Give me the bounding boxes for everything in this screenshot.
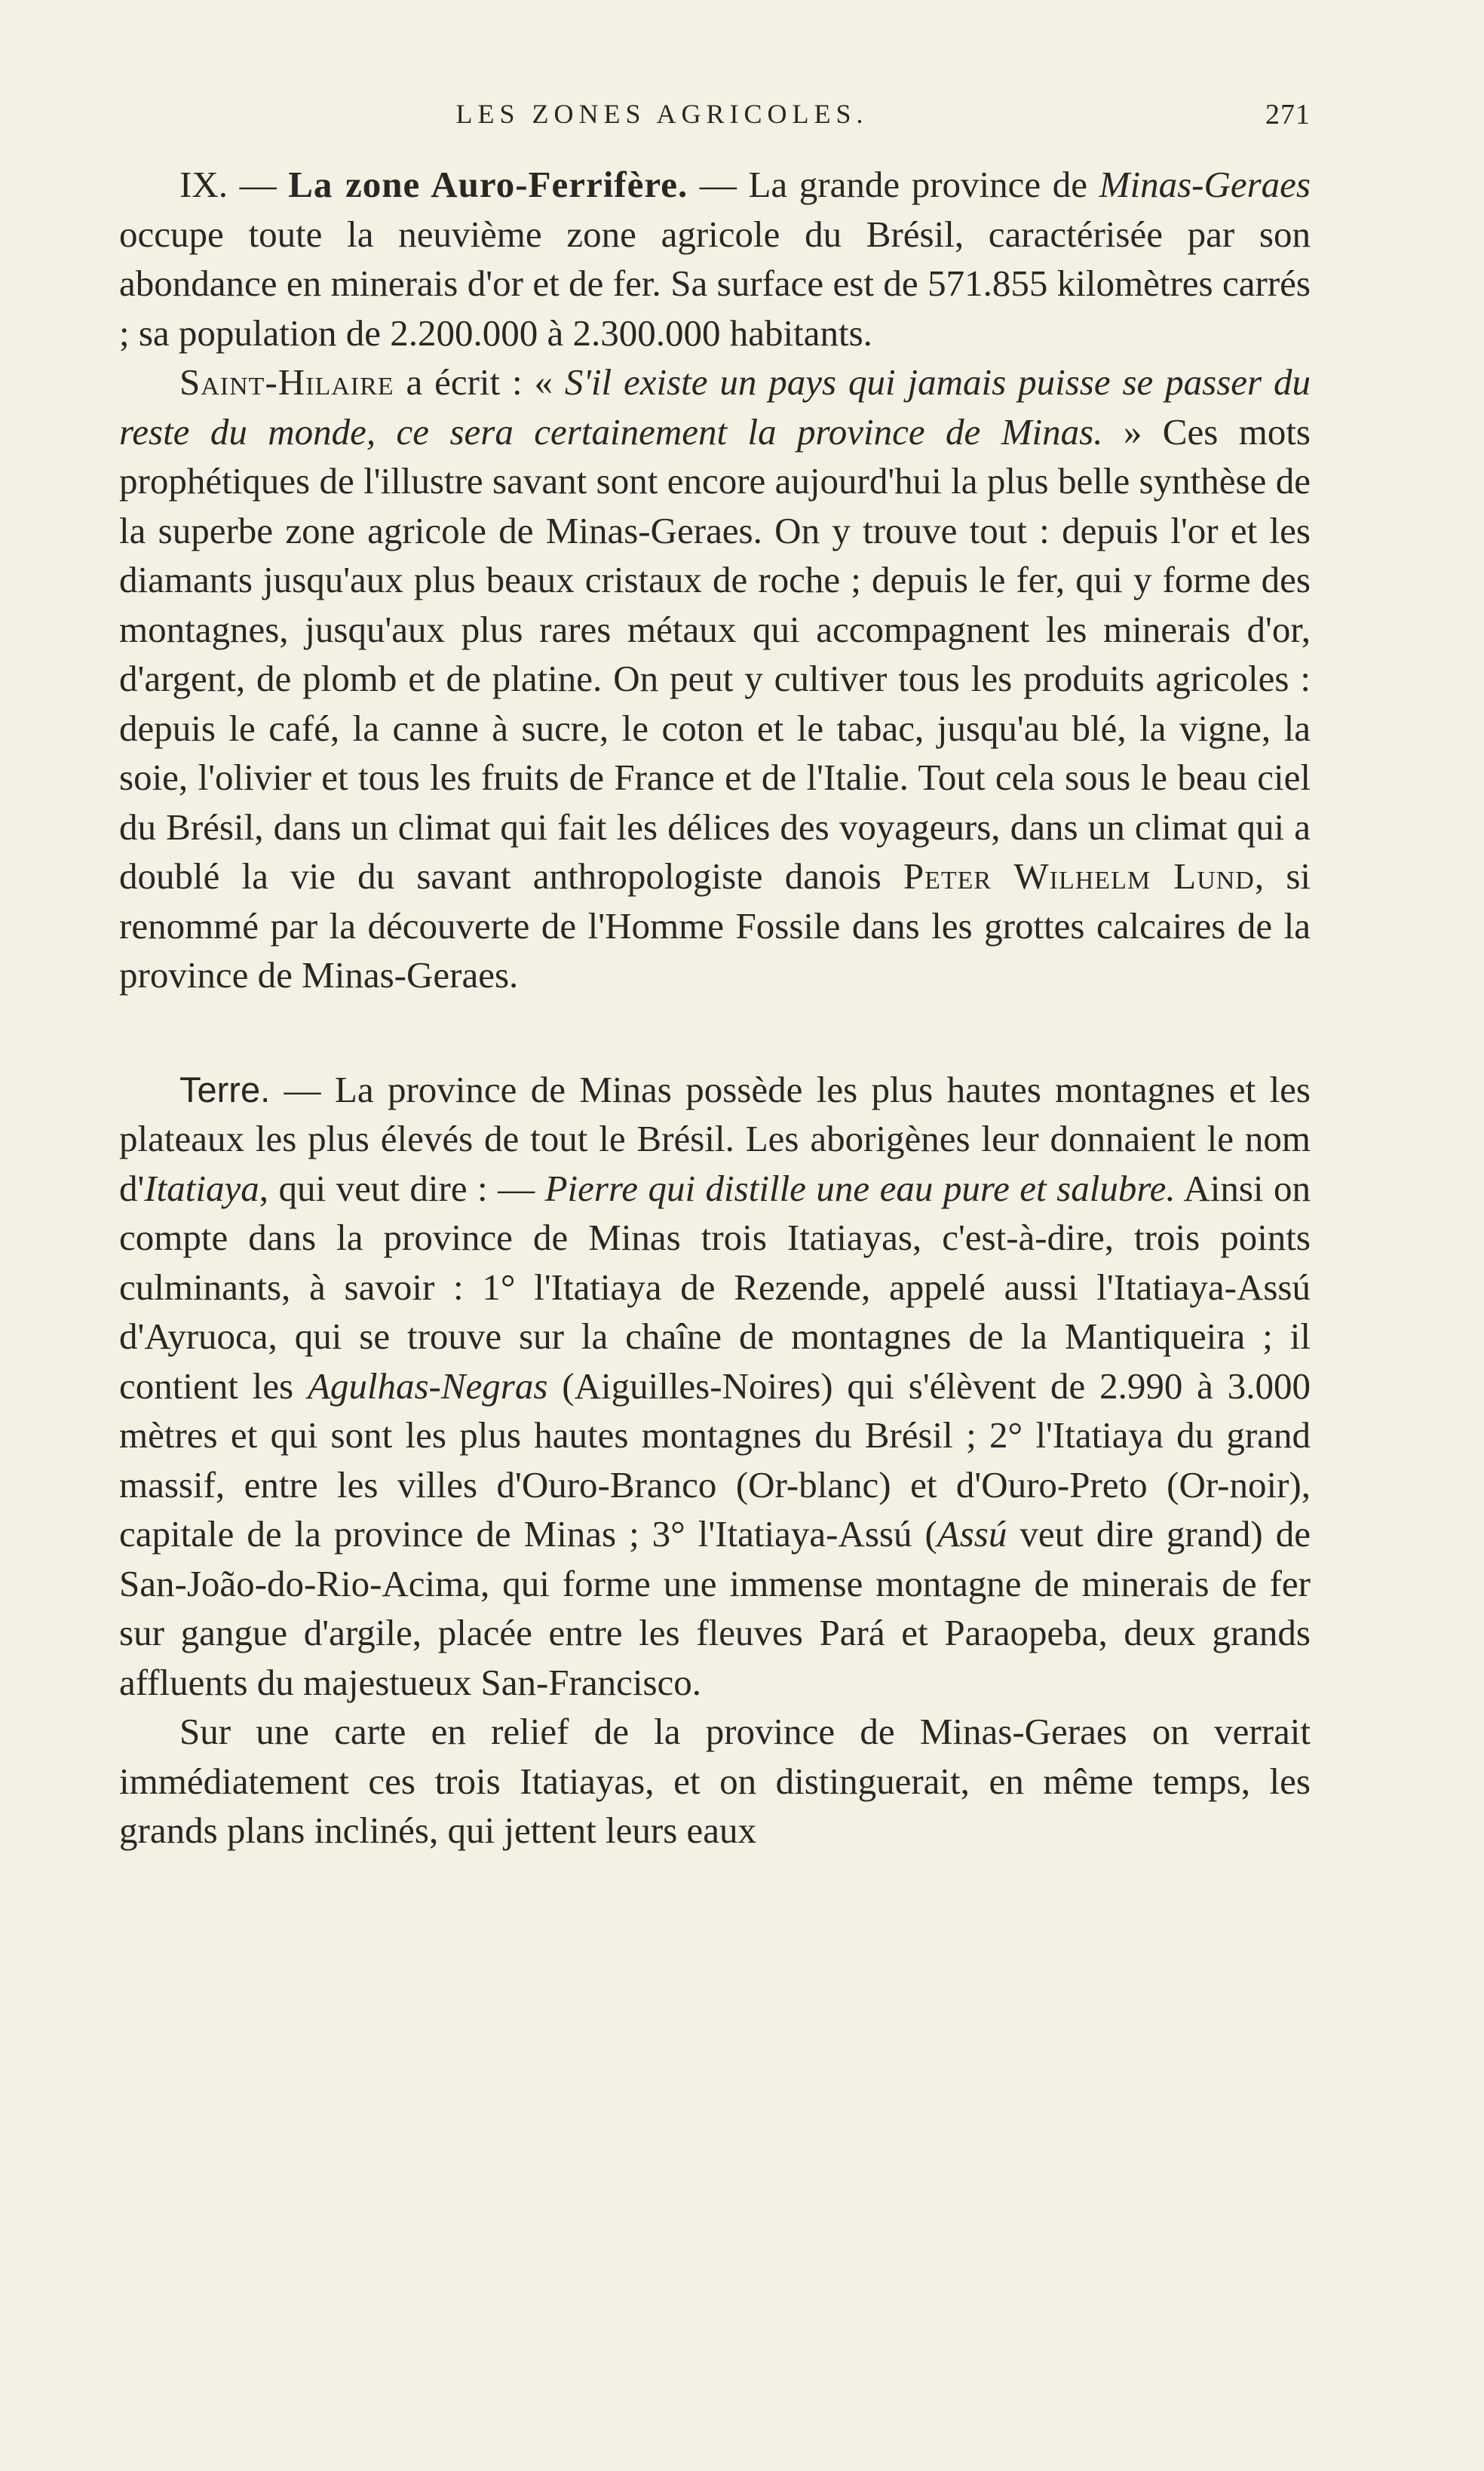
section-heading: La zone Auro-Ferrifère. [288,164,688,205]
text-run: — La province de Minas possède les plus hautes montagnes et les plateaux les plus élevés de tout le Brésil. Les aborigènes leur donnaient le nom d' [119,1068,1311,1209]
subsection-heading: Terre. [179,1069,271,1110]
term-italic: Assú [937,1513,1007,1555]
text-run: , qui veut dire : — [259,1167,545,1209]
text-run: , si renommé par la découverte de l'Homme Fossile dans les grottes calcaires de la province de Minas-Geraes. [119,855,1311,996]
person-name: Peter Wilhelm Lund [903,855,1255,897]
text-run: occupe toute la neuvième zone agricole du Brésil, caractérisée par son abondance en minerais d'or et de fer. Sa surface est de 571.855 kilomètres carrés ; sa population de 2.200.000 à 2.300.000 habitants. [119,213,1311,354]
translation-italic: Pierre qui distille une eau pure et salubre. [544,1167,1176,1209]
running-header [119,98,1311,143]
author-name: Saint-Hilaire [179,361,394,403]
running-title: LES ZONES AGRICOLES. [455,99,869,129]
page-number: 271 [1265,99,1311,130]
text-run: veut dire grand) de San-João-do-Rio-Acima, qui forme une immense montagne de minerais de fer sur gangue d'argile, placée entre les fleuves Pará et Paraopeba, deux grands affluents du majestueux San-Francisco. [119,1513,1311,1703]
paragraph-zone-auro-ferrifere [119,160,1311,358]
place-name-italic: Minas-Geraes [1099,164,1311,205]
term-italic: Itatiaya [144,1167,259,1209]
paragraph-terre [119,1065,1311,1708]
text-run: » Ces mots prophétiques de l'illustre savant sont encore aujourd'hui la plus belle synthèse de la superbe zone agricole de Minas-Geraes. On y trouve tout : depuis l'or et les diamants jusqu'aux plus beaux cristaux de roche ; depuis le fer, qui y forme des montagnes, jusqu'aux plus rares métaux qui accompagnent les minerais d'or, d'argent, de plomb et de platine. On peut y cultiver tous les produits agricoles : depuis le café, la canne à sucre, le coton et le tabac, jusqu'au blé, la vigne, la soie, l'olivier et tous les fruits de France et de l'Italie. Tout cela sous le beau ciel du Brésil, dans un climat qui fait les délices des voyageurs, dans un climat qui a doublé la vie du savant anthropologiste danois [119,410,1311,897]
text-run: — La grande province de [688,164,1099,205]
quotation: S'il existe un pays qui jamais puisse se passer du reste du monde, ce sera certainement la province de Minas. [119,361,1311,453]
text-run: a écrit : « [394,361,565,403]
text-run: Sur une carte en relief de la province de Minas-Geraes on verrait immédiatement ces trois Itatiayas, et on distinguerait, en même temps, les grands plans inclinés, qui jettent leurs eaux [119,1711,1311,1851]
term-italic: Agulhas-Negras [307,1364,548,1407]
paragraph-carte-en-relief [119,1707,1311,1856]
paragraph-saint-hilaire [119,358,1311,1000]
section-number: IX. — [179,164,289,205]
text-run: Ainsi on compte dans la province de Minas trois Itatiayas, c'est-à-dire, trois points culminants, à savoir : 1° l'Itatiaya de Rezende, appelé aussi l'Itatiaya-Assú d'Ayruoca, qui se trouve sur la chaîne de montagnes de la Mantiqueira ; il contient les [119,1167,1311,1407]
text-run: (Aiguilles-Noires) qui s'élèvent de 2.990 à 3.000 mètres et qui sont les plus hautes montagnes du Brésil ; 2° l'Itatiaya du grand massif, entre les villes d'Ouro-Branco (Or-blanc) et d'Ouro-Preto (Or-noir), capitale de la province de Minas ; 3° l'Itatiaya-Assú ( [119,1364,1311,1555]
